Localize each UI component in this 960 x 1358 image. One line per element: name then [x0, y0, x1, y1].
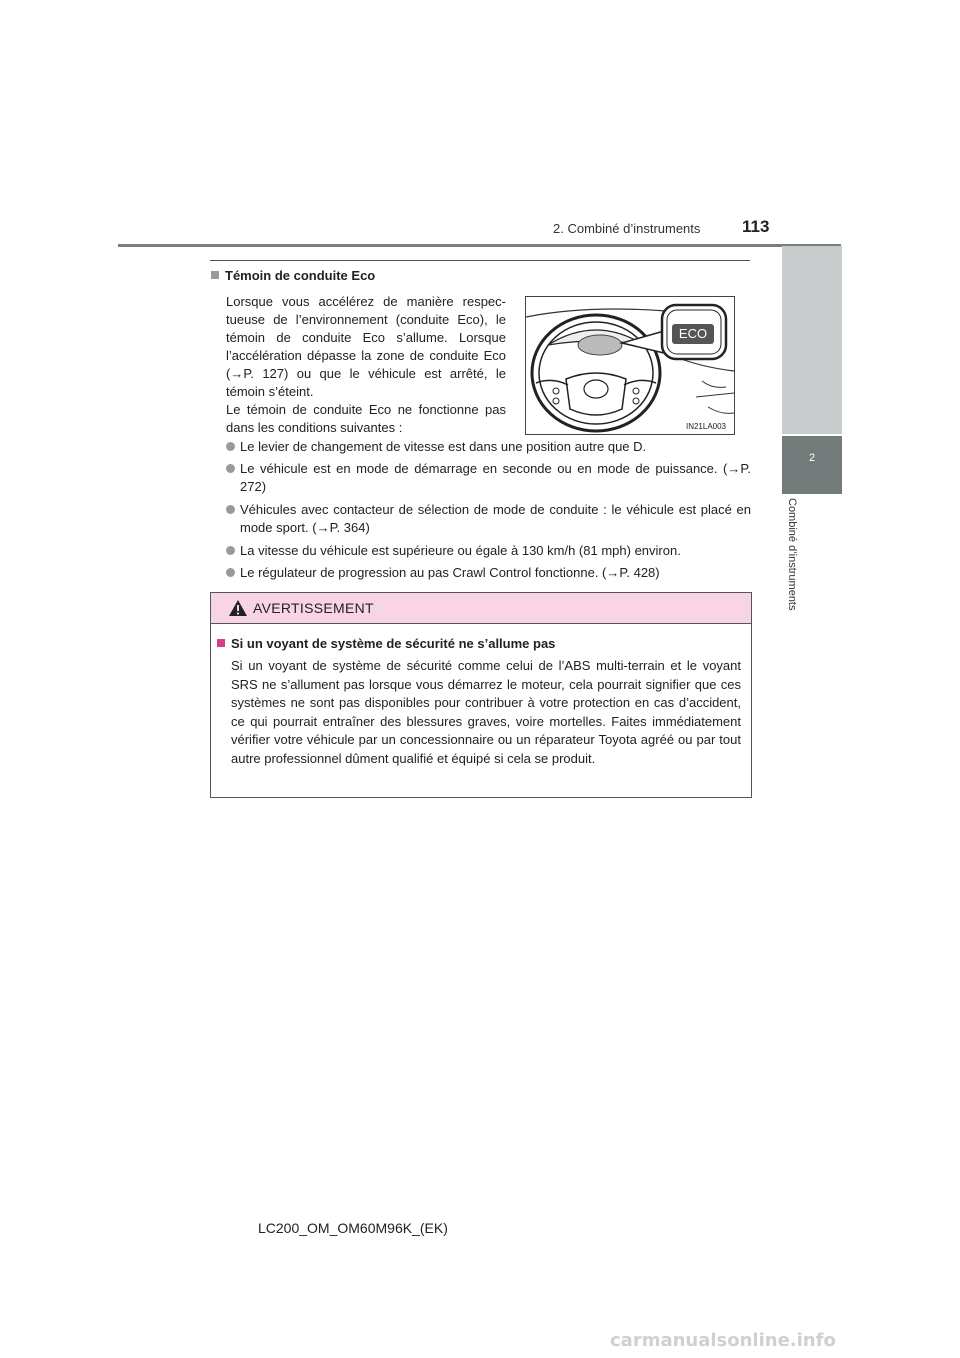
condition-text: Le levier de changement de vitesse est dans une position autre que D.	[240, 439, 647, 454]
eco-intro-paragraph-2: Le témoin de conduite Eco ne fonctionne pas dans les conditions suivantes :	[226, 402, 506, 435]
condition-text: Véhicules avec contacteur de sélection de mode de conduite : le véhicule est placé en mode sport. (→P. 364)	[240, 502, 751, 535]
condition-item	[226, 438, 751, 456]
document-code: LC200_OM_OM60M96K_(EK)	[258, 1220, 448, 1236]
chapter-title	[786, 498, 802, 658]
steering-wheel-illustration	[526, 297, 734, 434]
warning-header	[211, 593, 751, 624]
header-rule	[118, 244, 841, 247]
circle-bullet-icon	[226, 546, 235, 555]
watermark: carmanualsonline.info	[610, 1330, 836, 1351]
side-tab-background	[782, 246, 842, 434]
warning-triangle-icon	[228, 599, 248, 617]
section-title: 2. Combiné d’instruments	[553, 221, 701, 236]
warning-subtitle-text: Si un voyant de système de sécurité ne s’allume pas	[231, 636, 556, 651]
square-bullet-icon	[217, 639, 225, 647]
warning-title: AVERTISSEMENT	[253, 600, 374, 616]
eco-indicator-figure	[525, 296, 735, 435]
condition-item	[226, 564, 751, 582]
circle-bullet-icon	[226, 505, 235, 514]
eco-heading-text: Témoin de conduite Eco	[225, 268, 376, 283]
warning-subtitle	[217, 636, 555, 651]
eco-heading	[211, 268, 375, 283]
chapter-number: 2	[808, 452, 816, 464]
condition-item	[226, 501, 751, 537]
warning-body: Si un voyant de système de sécurité comme celui de l’ABS multi-terrain et le voyant SRS ne s’allument pas lorsque vous démarrez le moteur, cela pourrait signifier que ces systèmes ne sont pas disponibles pour contribuer à votre protection en cas d’accident, ce qui pourrait entraîner des blessures graves, voire mortelles. Faites immédiatement vérifier votre véhicule par un concessionnaire ou un réparateur Toyota agréé ou par tout autre professionnel dûment qualifié et équipé si cela se produit.	[231, 658, 741, 766]
warning-box	[210, 592, 752, 798]
square-bullet-icon	[211, 271, 219, 279]
circle-bullet-icon	[226, 568, 235, 577]
chapter-title-text: Combiné d’instruments	[786, 498, 798, 611]
eco-intro	[226, 293, 506, 437]
condition-text: Le régulateur de progression au pas Crawl Control fonctionne. (→P. 428)	[240, 565, 660, 580]
circle-bullet-icon	[226, 442, 235, 451]
condition-text: Le véhicule est en mode de démarrage en seconde ou en mode de puissance. (→P. 272)	[240, 461, 751, 494]
section-divider	[210, 260, 750, 261]
eco-intro-paragraph-1: Lorsque vous accélérez de manière respec-tueuse de l’environnement (conduite Eco), le témoin de conduite Eco s’allume. Lorsque l’accélération dépasse la zone de conduite Eco (→P. 127) ou que le véhicule est arrêté, le témoin s’éteint.	[226, 294, 506, 399]
eco-badge: ECO	[678, 326, 708, 341]
circle-bullet-icon	[226, 464, 235, 473]
condition-item	[226, 460, 751, 496]
page-number: 113	[742, 217, 770, 236]
condition-text: La vitesse du véhicule est supérieure ou égale à 130 km/h (81 mph) environ.	[240, 543, 681, 558]
chapter-tab	[782, 436, 842, 494]
condition-item	[226, 542, 751, 560]
figure-code: IN21LA003	[685, 422, 726, 431]
